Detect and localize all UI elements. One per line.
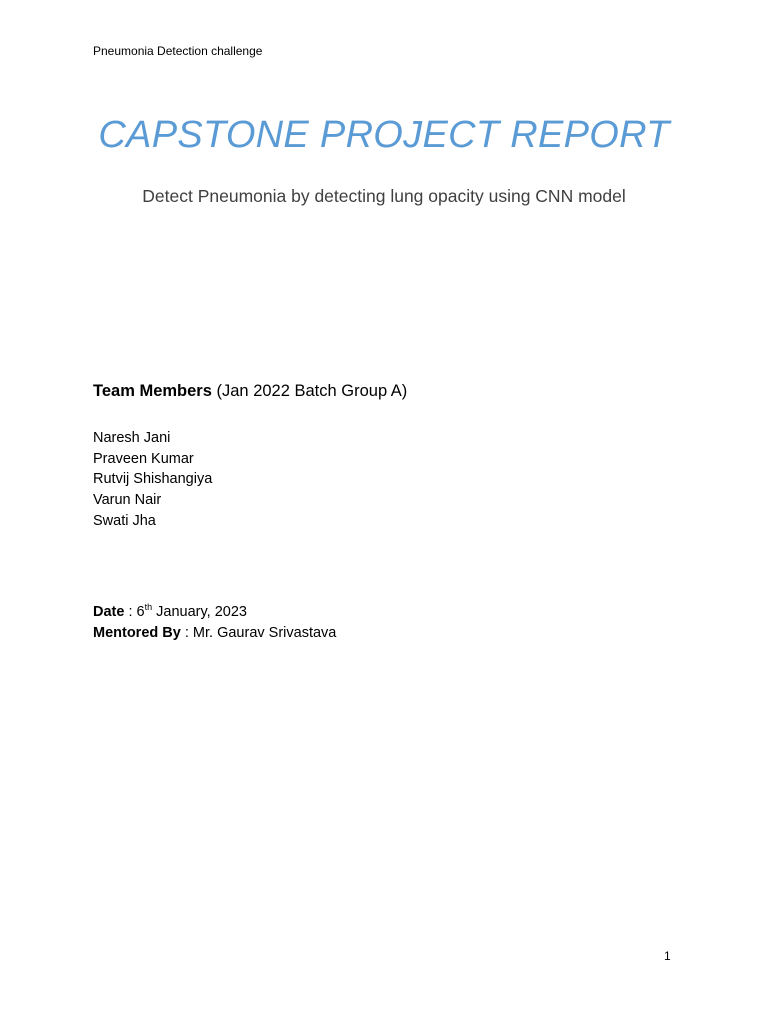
mentor-label: Mentored By (93, 625, 181, 641)
team-member: Varun Nair (93, 492, 162, 509)
date-separator: : (128, 604, 137, 620)
date-day: 6 (136, 604, 145, 620)
date-value: January, 2023 (156, 604, 247, 620)
page-number: 1 (664, 949, 671, 963)
date-day-suffix: th (144, 602, 153, 613)
date-row (93, 602, 336, 623)
running-header: Pneumonia Detection challenge (93, 44, 263, 58)
team-member: Rutvij Shishangiya (93, 471, 213, 488)
team-member: Naresh Jani (93, 430, 171, 446)
report-meta (93, 602, 336, 644)
mentor-row (93, 623, 336, 644)
team-heading (93, 380, 407, 402)
team-member: Praveen Kumar (93, 450, 194, 467)
team-heading-note: (Jan 2022 Batch Group A) (216, 382, 408, 400)
team-member-list (93, 428, 212, 532)
team-member: Swati Jha (93, 512, 156, 529)
team-heading-label: Team Members (93, 382, 212, 400)
report-title: CAPSTONE PROJECT REPORT (98, 114, 670, 156)
report-subtitle: Detect Pneumonia by detecting lung opacity using CNN model (142, 186, 626, 206)
mentor-separator: : (184, 625, 193, 641)
date-label: Date (93, 604, 125, 620)
mentor-value: Mr. Gaurav Srivastava (192, 625, 337, 641)
